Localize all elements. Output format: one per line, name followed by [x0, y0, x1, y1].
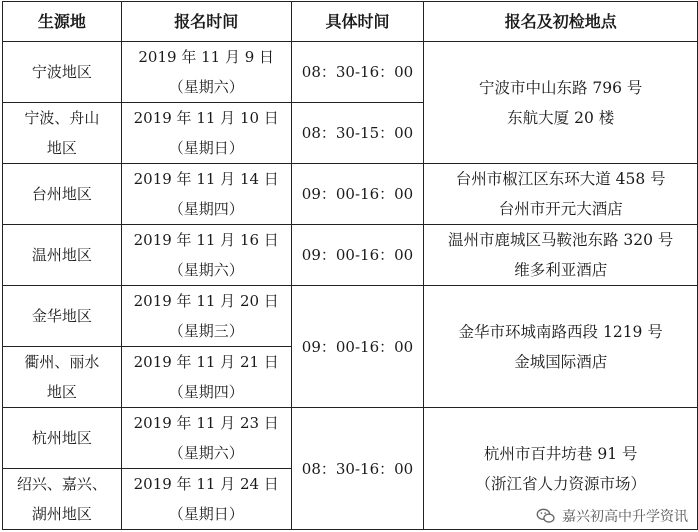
time-cell-merged: 09：00-16：00 — [291, 286, 424, 408]
date-cell: 2019 年 11 月 20 日 （星期三） — [121, 286, 291, 347]
header-registration-time: 报名时间 — [121, 2, 291, 42]
wechat-icon — [536, 506, 556, 526]
date-cell: 2019 年 11 月 16 日 （星期六） — [121, 225, 291, 286]
date-cell: 2019 年 11 月 21 日 （星期四） — [121, 347, 291, 408]
origin-cell: 台州地区 — [3, 164, 122, 225]
time-cell: 08：30-15：00 — [291, 103, 424, 164]
header-origin: 生源地 — [3, 2, 122, 42]
header-specific-time: 具体时间 — [291, 2, 424, 42]
table-row — [3, 164, 698, 225]
location-cell-jinhua: 金华市环城南路西段 1219 号 金城国际酒店 — [424, 286, 698, 408]
location-cell-taizhou: 台州市椒江区东环大道 458 号 台州市开元大酒店 — [424, 164, 698, 225]
location-cell-hangzhou: 杭州市百井坊巷 91 号 （浙江省人力资源市场） — [424, 408, 698, 530]
origin-cell: 金华地区 — [3, 286, 122, 347]
watermark-text: 嘉兴初高中升学资讯 — [562, 509, 688, 525]
table-row — [3, 225, 698, 286]
time-cell: 09：00-16：00 — [291, 164, 424, 225]
watermark — [532, 504, 692, 528]
time-cell: 08：30-16：00 — [291, 42, 424, 103]
table-row — [3, 408, 698, 469]
origin-cell: 宁波地区 — [3, 42, 122, 103]
time-cell-merged: 08：30-16：00 — [291, 408, 424, 530]
origin-cell: 宁波、舟山 地区 — [3, 103, 122, 164]
header-location: 报名及初检地点 — [424, 2, 698, 42]
origin-cell: 绍兴、嘉兴、 湖州地区 — [3, 469, 122, 530]
date-cell: 2019 年 11 月 23 日 （星期六） — [121, 408, 291, 469]
table-row — [3, 286, 698, 347]
location-cell-ningbo: 宁波市中山东路 796 号 东航大厦 20 楼 — [424, 42, 698, 164]
date-cell: 2019 年 11 月 10 日 （星期日） — [121, 103, 291, 164]
date-cell: 2019 年 11 月 24 日 （星期日） — [121, 469, 291, 530]
registration-schedule-table — [2, 1, 698, 530]
location-cell-wenzhou: 温州市鹿城区马鞍池东路 320 号 维多利亚酒店 — [424, 225, 698, 286]
origin-cell: 杭州地区 — [3, 408, 122, 469]
time-cell: 09：00-16：00 — [291, 225, 424, 286]
date-cell: 2019 年 11 月 14 日 （星期四） — [121, 164, 291, 225]
table-row — [3, 42, 698, 103]
origin-cell: 衢州、丽水 地区 — [3, 347, 122, 408]
origin-cell: 温州地区 — [3, 225, 122, 286]
date-cell: 2019 年 11 月 9 日 （星期六） — [121, 42, 291, 103]
table-header-row — [3, 2, 698, 42]
